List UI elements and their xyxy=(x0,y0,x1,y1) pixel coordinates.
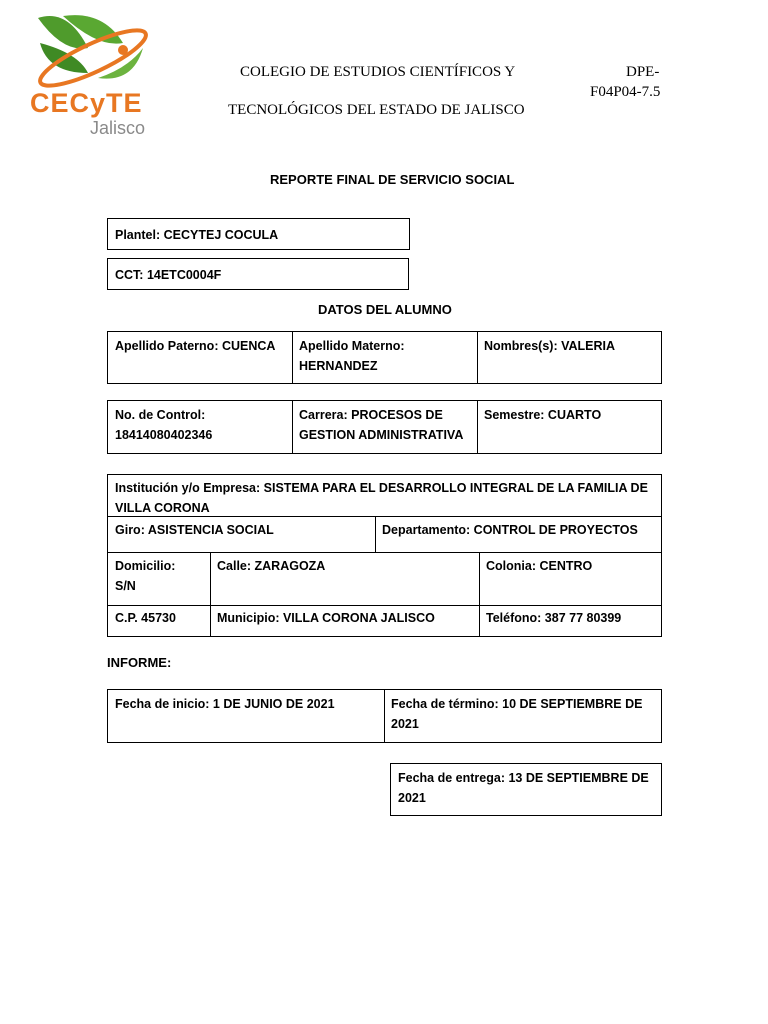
cct-text: CCT: 14ETC0004F xyxy=(115,268,222,282)
institucion-nombre: Institución y/o Empresa: SISTEMA PARA EL DESARROLLO INTEGRAL DE LA FAMILIA DE VILLA CORONA xyxy=(115,481,648,515)
fecha-entrega: Fecha de entrega: 13 DE SEPTIEMBRE DE 2021 xyxy=(398,771,649,805)
calle: Calle: ZARAGOZA xyxy=(217,559,326,573)
carrera: Carrera: PROCESOS DE GESTION ADMINISTRATIVA xyxy=(299,408,464,442)
domicilio-label: Domicilio: xyxy=(115,559,176,573)
alumno-names-table xyxy=(107,331,662,384)
doc-code-line-1: DPE- xyxy=(626,64,660,80)
cp: C.P. 45730 xyxy=(115,611,176,625)
plantel-box xyxy=(107,218,410,250)
header-line-2: TECNOLÓGICOS DEL ESTADO DE JALISCO xyxy=(228,102,525,118)
semestre: Semestre: CUARTO xyxy=(484,408,602,422)
domicilio-value: S/N xyxy=(115,579,136,593)
apellido-paterno: Apellido Paterno: CUENCA xyxy=(115,339,276,353)
nombres: Nombres(s): VALERIA xyxy=(484,339,616,353)
alumno-details-table xyxy=(107,400,662,454)
cct-box xyxy=(107,258,409,290)
control-cell xyxy=(108,401,292,449)
apellido-materno: Apellido Materno: HERNANDEZ xyxy=(299,339,405,373)
fecha-entrega-box xyxy=(390,763,662,816)
colonia: Colonia: CENTRO xyxy=(486,559,593,573)
municipio: Municipio: VILLA CORONA JALISCO xyxy=(217,611,435,625)
fechas-table xyxy=(107,689,662,743)
cecyte-logo xyxy=(28,8,158,138)
fecha-termino: Fecha de término: 10 DE SEPTIEMBRE DE 2021 xyxy=(391,697,643,731)
telefono: Teléfono: 387 77 80399 xyxy=(486,611,622,625)
section-informe: INFORME: xyxy=(107,655,172,670)
control-label: No. de Control: xyxy=(115,408,206,422)
logo-subtext: Jalisco xyxy=(90,118,146,138)
control-value: 18414080402346 xyxy=(115,428,213,442)
plantel-text: Plantel: CECYTEJ COCULA xyxy=(115,228,279,242)
logo-text: CECyTE xyxy=(30,88,143,118)
header-line-1: COLEGIO DE ESTUDIOS CIENTÍFICOS Y xyxy=(240,64,516,80)
domicilio-cell xyxy=(108,552,210,600)
institucion-table xyxy=(107,474,662,637)
section-datos-alumno: DATOS DEL ALUMNO xyxy=(318,302,452,317)
fecha-inicio: Fecha de inicio: 1 DE JUNIO DE 2021 xyxy=(115,697,335,711)
doc-code-line-2: F04P04-7.5 xyxy=(590,84,661,100)
giro: Giro: ASISTENCIA SOCIAL xyxy=(115,523,274,537)
departamento: Departamento: CONTROL DE PROYECTOS xyxy=(382,523,638,537)
document-title: REPORTE FINAL DE SERVICIO SOCIAL xyxy=(270,172,515,187)
